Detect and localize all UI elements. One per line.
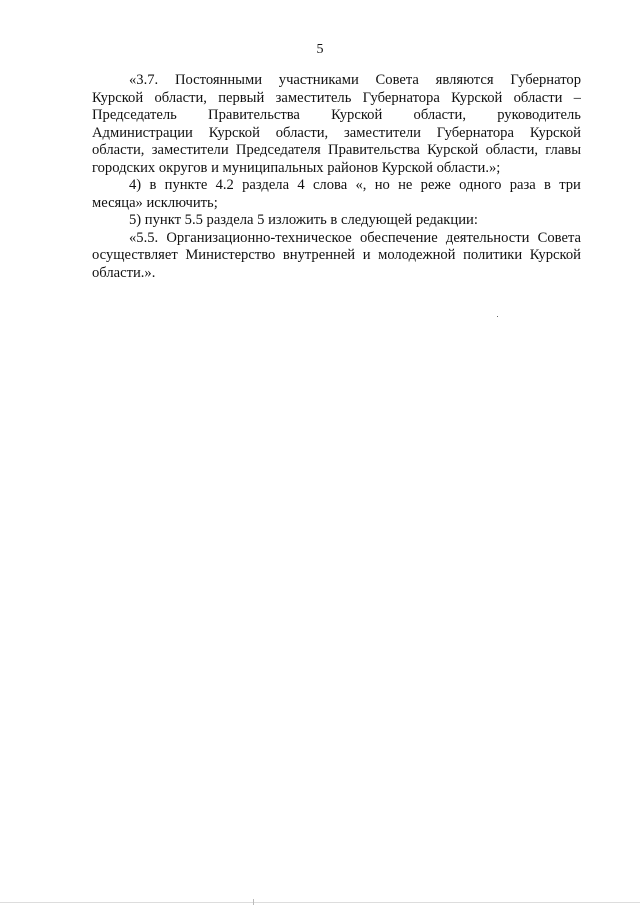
word: заместители bbox=[344, 124, 421, 141]
word: политики bbox=[463, 247, 523, 263]
word: Губернатора bbox=[436, 124, 514, 141]
word: 4) bbox=[129, 177, 142, 193]
word: «5.5. bbox=[129, 229, 159, 246]
word: области, bbox=[92, 142, 145, 158]
word: молодежной bbox=[378, 247, 456, 263]
word: раздела bbox=[242, 177, 290, 193]
word: деятельности bbox=[445, 229, 530, 246]
word: Губернатора bbox=[362, 89, 440, 106]
paragraph-3-7-line-5 bbox=[92, 142, 581, 160]
word: раза bbox=[509, 177, 536, 193]
scan-speck bbox=[497, 316, 498, 317]
paragraph-3-7-line-3 bbox=[92, 107, 581, 125]
word: одного bbox=[459, 177, 502, 193]
paragraph-3-7-line-6: городских округов и муниципальных районов Курской области.»; bbox=[92, 159, 501, 176]
word: Курской bbox=[92, 89, 144, 106]
word: руководитель bbox=[497, 107, 581, 123]
word: и bbox=[362, 247, 371, 263]
word: не bbox=[398, 177, 413, 193]
word: Курской bbox=[208, 124, 260, 141]
word: «, bbox=[355, 177, 367, 193]
paragraph-3-7-line-2 bbox=[92, 90, 581, 108]
scan-bottom-edge bbox=[0, 902, 640, 903]
word: области, bbox=[275, 124, 329, 141]
word: Правительства bbox=[208, 107, 300, 123]
paragraph-5-5-line-3: области.». bbox=[92, 264, 156, 281]
word: осуществляет bbox=[92, 247, 178, 263]
word: в bbox=[149, 177, 157, 193]
word: являются bbox=[435, 72, 494, 88]
word: заместители bbox=[151, 142, 229, 158]
word: Губернатор bbox=[510, 72, 581, 88]
word: Правительства bbox=[328, 142, 420, 158]
word: реже bbox=[420, 177, 451, 193]
word: первый bbox=[218, 89, 265, 106]
document-body bbox=[92, 72, 581, 282]
word: внутренней bbox=[282, 247, 356, 263]
word: 4 bbox=[297, 177, 305, 193]
word: слова bbox=[312, 177, 348, 193]
word: области bbox=[513, 89, 563, 106]
word: Организационно-техническое bbox=[166, 229, 352, 246]
word: Курской bbox=[331, 107, 383, 123]
word: Курской bbox=[529, 124, 581, 141]
item-4-line-1 bbox=[92, 177, 581, 195]
word: Председателя bbox=[235, 142, 321, 158]
item-5-line-1: 5) пункт 5.5 раздела 5 изложить в следующей редакции: bbox=[129, 212, 478, 228]
word: три bbox=[559, 177, 581, 193]
word: области, bbox=[413, 107, 466, 123]
word: 4.2 bbox=[215, 177, 234, 193]
word: пункте bbox=[164, 177, 208, 193]
word: заместитель bbox=[275, 89, 352, 106]
word: Совета bbox=[375, 72, 419, 88]
word: главы bbox=[545, 142, 581, 158]
word: «3.7. bbox=[129, 72, 159, 88]
word: Курской bbox=[451, 89, 503, 106]
page-number: 5 bbox=[316, 42, 324, 57]
word: Совета bbox=[537, 229, 581, 246]
word: Администрации bbox=[92, 124, 193, 141]
word: Председатель bbox=[92, 107, 177, 123]
word: области, bbox=[154, 89, 207, 106]
item-4-line-2: месяца» исключить; bbox=[92, 194, 218, 211]
word: Курской bbox=[529, 247, 581, 263]
word: – bbox=[573, 89, 581, 106]
paragraph-5-5-line-1 bbox=[92, 230, 581, 248]
word: в bbox=[544, 177, 551, 193]
word: Министерство bbox=[185, 247, 276, 263]
word: области, bbox=[485, 142, 539, 158]
word: но bbox=[374, 177, 390, 193]
word: Курской bbox=[427, 142, 479, 158]
paragraph-3-7-line-4 bbox=[92, 125, 581, 143]
paragraph-3-7-line-1 bbox=[92, 72, 581, 90]
word: обеспечение bbox=[360, 229, 438, 246]
word: Постоянными bbox=[174, 72, 263, 88]
word: участниками bbox=[278, 72, 359, 88]
paragraph-5-5-line-2 bbox=[92, 247, 581, 265]
scan-edge-mark bbox=[253, 899, 254, 905]
